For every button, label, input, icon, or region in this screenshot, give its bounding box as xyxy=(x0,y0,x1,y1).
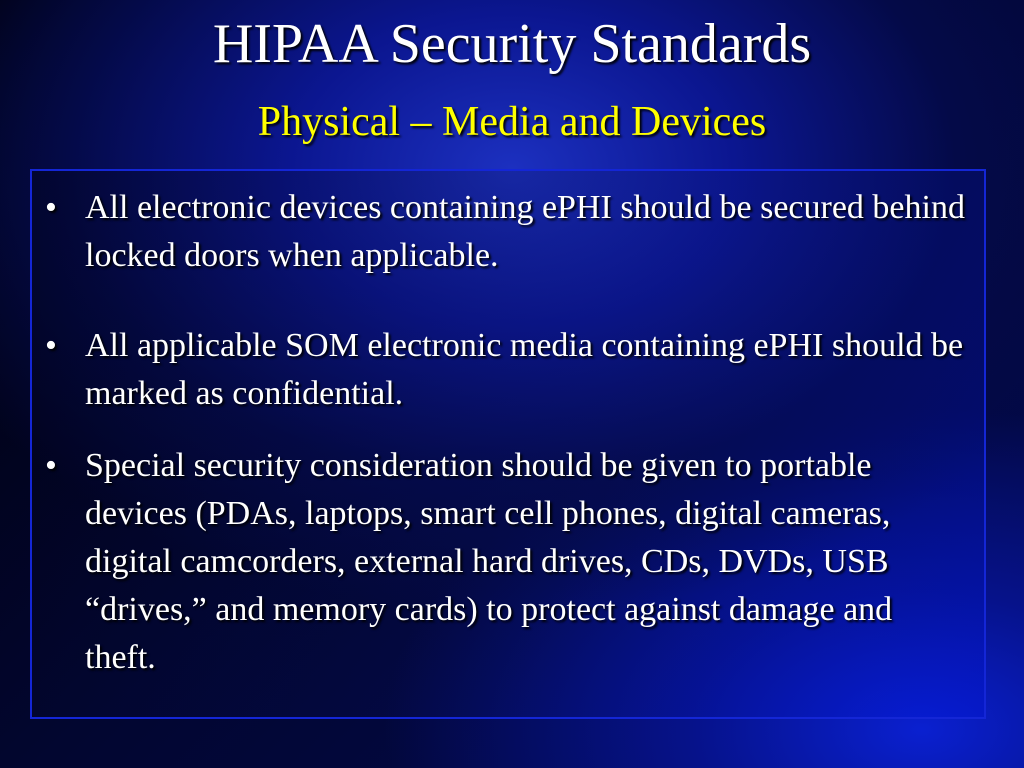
bullet-text: All applicable SOM electronic media containing ePHI should be marked as confidential. xyxy=(85,327,964,412)
bullet-item xyxy=(45,322,965,418)
slide-subtitle: Physical – Media and Devices xyxy=(257,99,767,145)
content-box xyxy=(30,169,986,719)
bullet-dot: • xyxy=(45,327,57,364)
bullet-item xyxy=(45,442,965,682)
bullet-text: Special security consideration should be given to portable devices (PDAs, laptops, smart cell phones, digital cameras, digital camcorders, external hard drives, CDs, DVDs, USB “drives,” and memory cards) to protect against damage and theft. xyxy=(85,447,893,676)
bullet-dot: • xyxy=(45,447,57,484)
bullet-text: All electronic devices containing ePHI should be secured behind locked doors when applicable. xyxy=(85,189,965,274)
bullet-dot: • xyxy=(45,189,57,226)
bullet-item xyxy=(45,184,965,280)
slide-title: HIPAA Security Standards xyxy=(212,13,812,75)
